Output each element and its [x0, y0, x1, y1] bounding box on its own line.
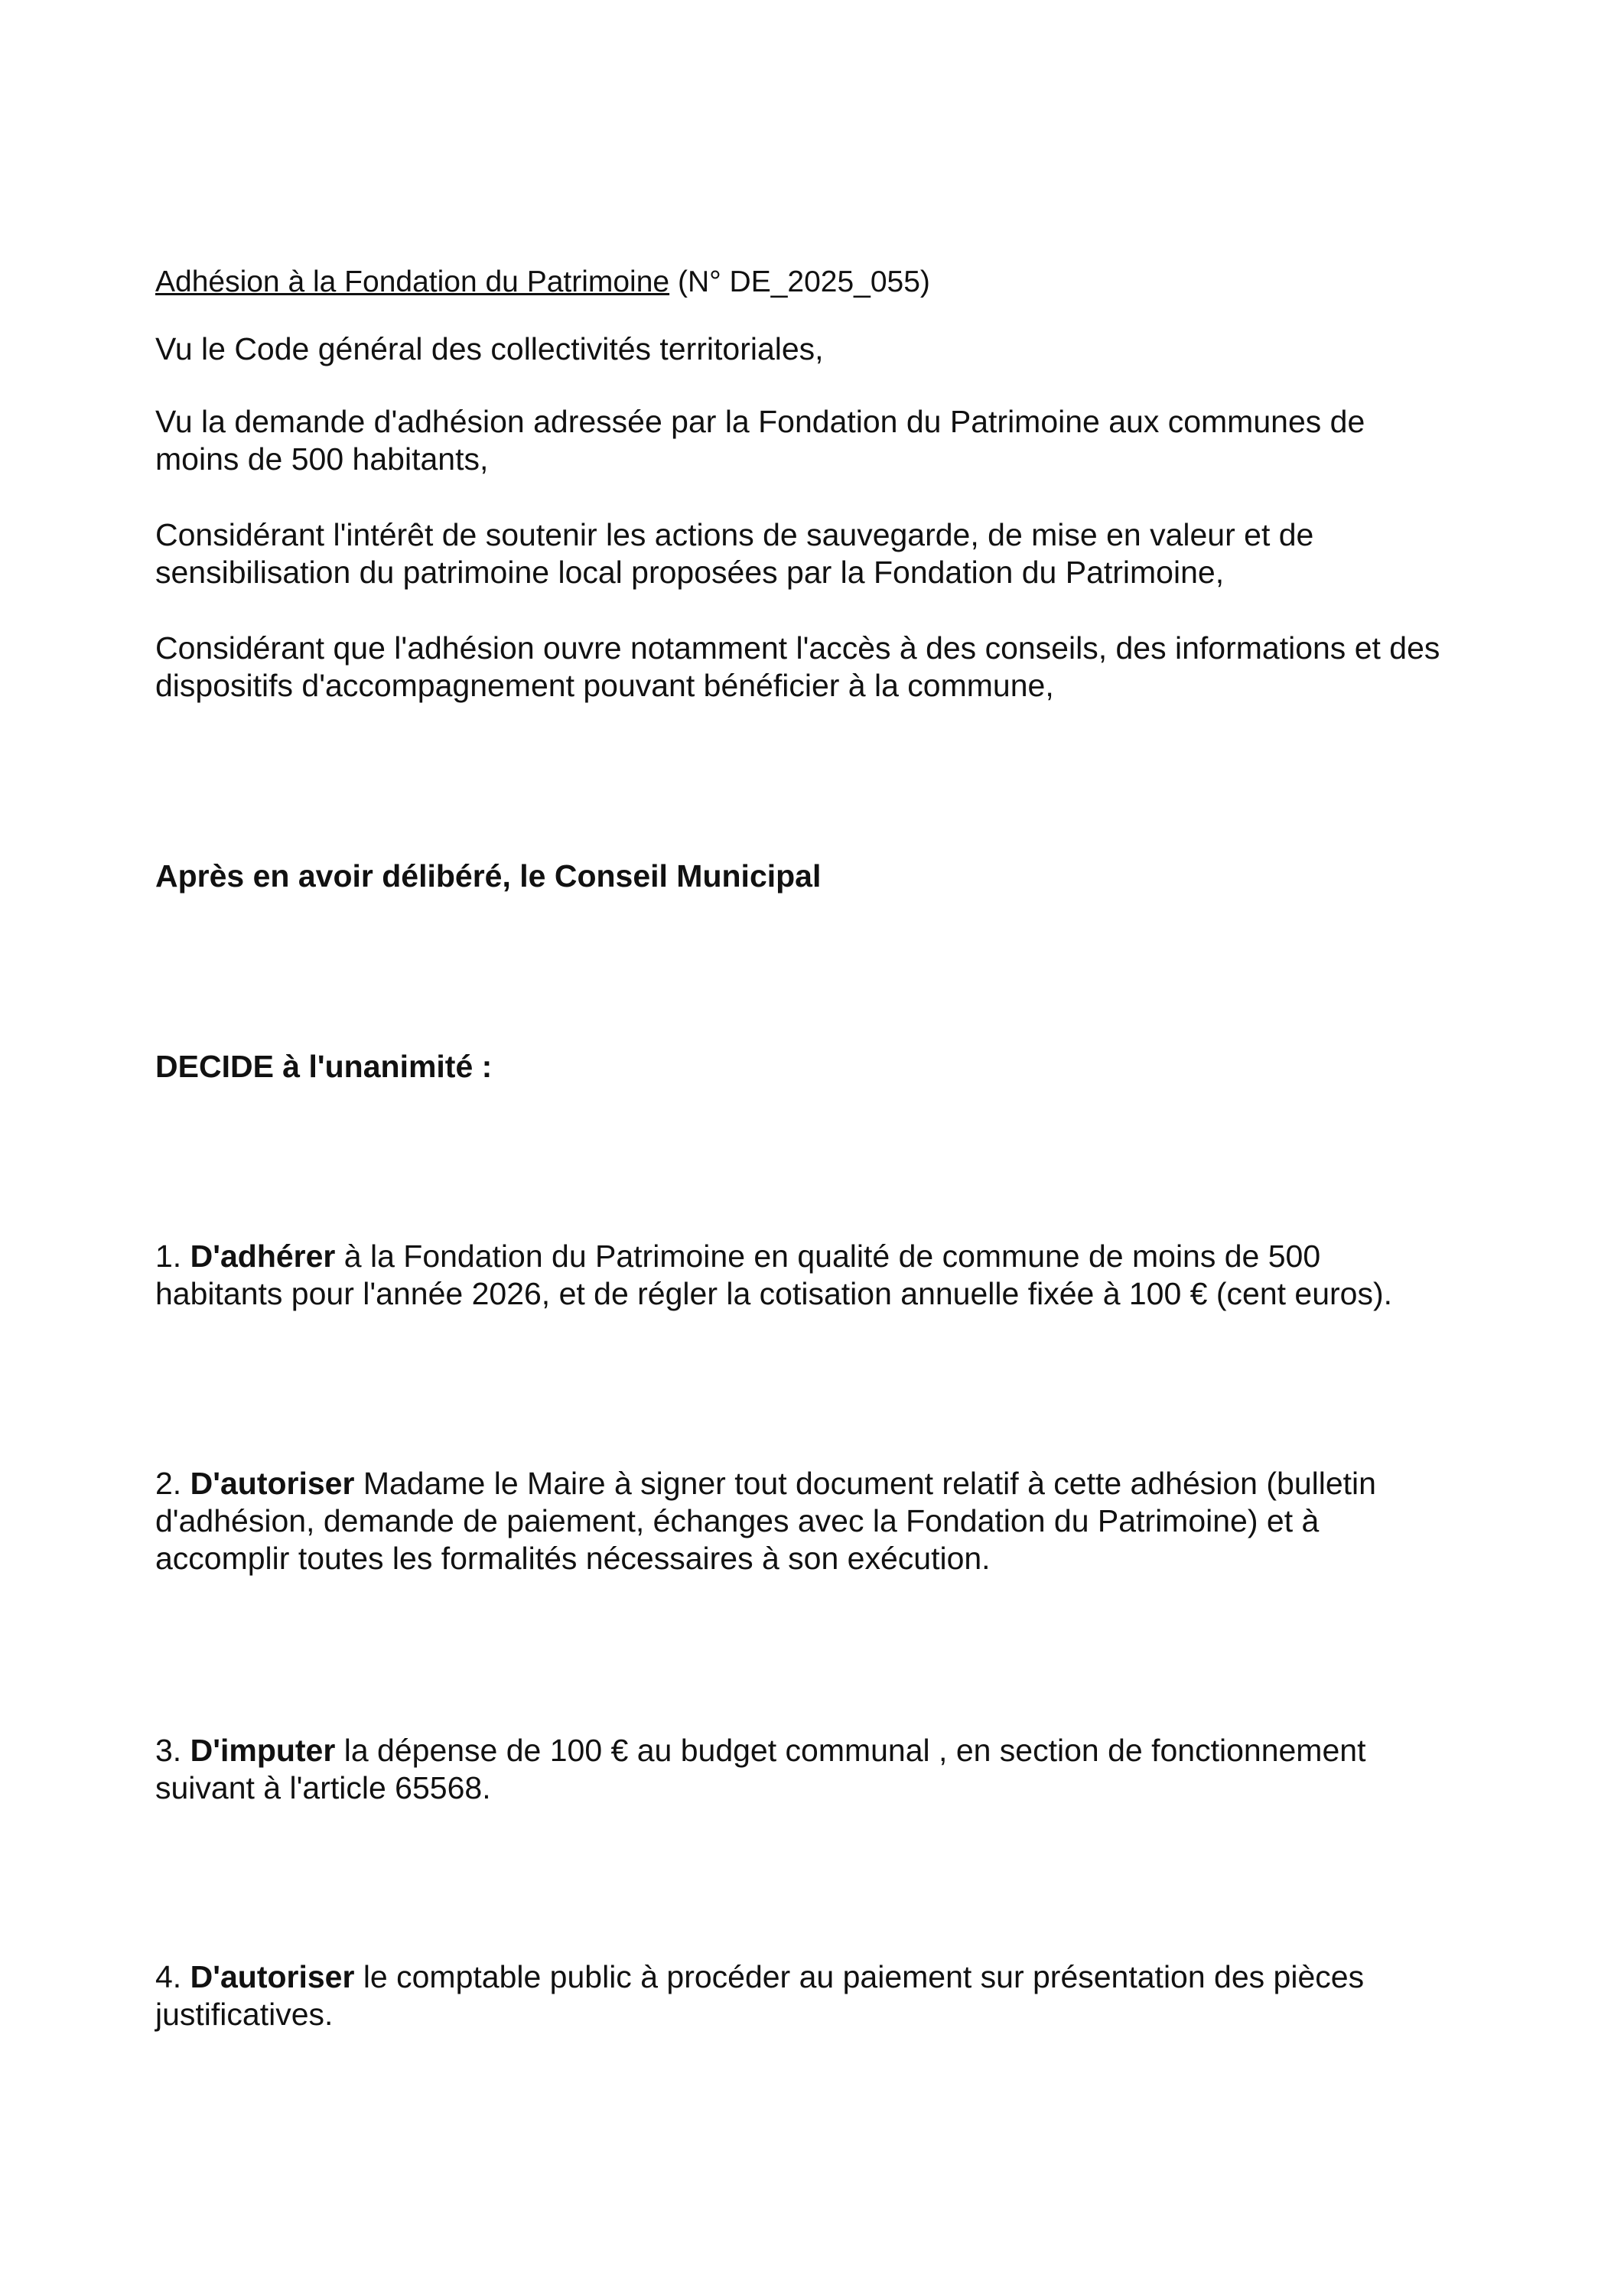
- article-4: [155, 1958, 1502, 2033]
- preamble-line: Vu la demande d'adhésion adressée par la Fondation du Patrimoine aux communes de: [155, 404, 1365, 439]
- article-verb: D'adhérer: [190, 1239, 336, 1274]
- preamble-acces-conseils: [155, 630, 1502, 705]
- article-text: Madame le Maire à signer tout document relatif à cette adhésion (bulletin: [363, 1466, 1376, 1501]
- preamble-line: Considérant que l'adhésion ouvre notamment l'accès à des conseils, des informations et des: [155, 630, 1440, 666]
- article-3: [155, 1732, 1502, 1807]
- article-text: justificatives.: [155, 1997, 334, 2032]
- article-number: 3.: [155, 1733, 182, 1768]
- decision-heading: DECIDE à l'unanimité :: [155, 1049, 493, 1084]
- article-text: habitants pour l'année 2026, et de régler la cotisation annuelle fixée à 100 € (cent euros).: [155, 1276, 1393, 1311]
- article-2: [155, 1465, 1502, 1577]
- article-text: la dépense de 100 € au budget communal , en section de fonctionnement: [343, 1733, 1366, 1768]
- preamble-demande-adhesion: [155, 403, 1502, 478]
- article-verb: D'autoriser: [190, 1466, 355, 1501]
- preamble-line: Considérant l'intérêt de soutenir les actions de sauvegarde, de mise en valeur et de: [155, 517, 1314, 552]
- article-1: [155, 1238, 1502, 1313]
- preamble-line: Vu le Code général des collectivités territoriales,: [155, 331, 824, 366]
- article-text: à la Fondation du Patrimoine en qualité de commune de moins de 500: [343, 1239, 1321, 1274]
- article-text: suivant à l'article 65568.: [155, 1770, 491, 1805]
- title-link[interactable]: Adhésion à la Fondation du Patrimoine: [155, 265, 670, 298]
- preamble-line: dispositifs d'accompagnement pouvant bénéficier à la commune,: [155, 668, 1054, 703]
- preamble-code-general: [155, 330, 1502, 368]
- article-number: 2.: [155, 1466, 182, 1501]
- article-number: 1.: [155, 1239, 182, 1274]
- article-text: accomplir toutes les formalités nécessaires à son exécution.: [155, 1541, 991, 1576]
- article-verb: D'autoriser: [190, 1959, 355, 1994]
- deliberation-heading: Après en avoir délibéré, le Conseil Municipal: [155, 858, 822, 894]
- article-text: le comptable public à procéder au paiement sur présentation des pièces: [363, 1959, 1365, 1994]
- preamble-line: moins de 500 habitants,: [155, 441, 489, 477]
- article-text: d'adhésion, demande de paiement, échanges avec la Fondation du Patrimoine) et à: [155, 1503, 1320, 1538]
- deliberation-reference: (N° DE_2025_055): [677, 265, 930, 298]
- article-number: 4.: [155, 1959, 182, 1994]
- preamble-interet-patrimoine: [155, 516, 1502, 591]
- deliberation-title: [155, 263, 1502, 301]
- preamble-line: sensibilisation du patrimoine local proposées par la Fondation du Patrimoine,: [155, 555, 1225, 590]
- article-verb: D'imputer: [190, 1733, 336, 1768]
